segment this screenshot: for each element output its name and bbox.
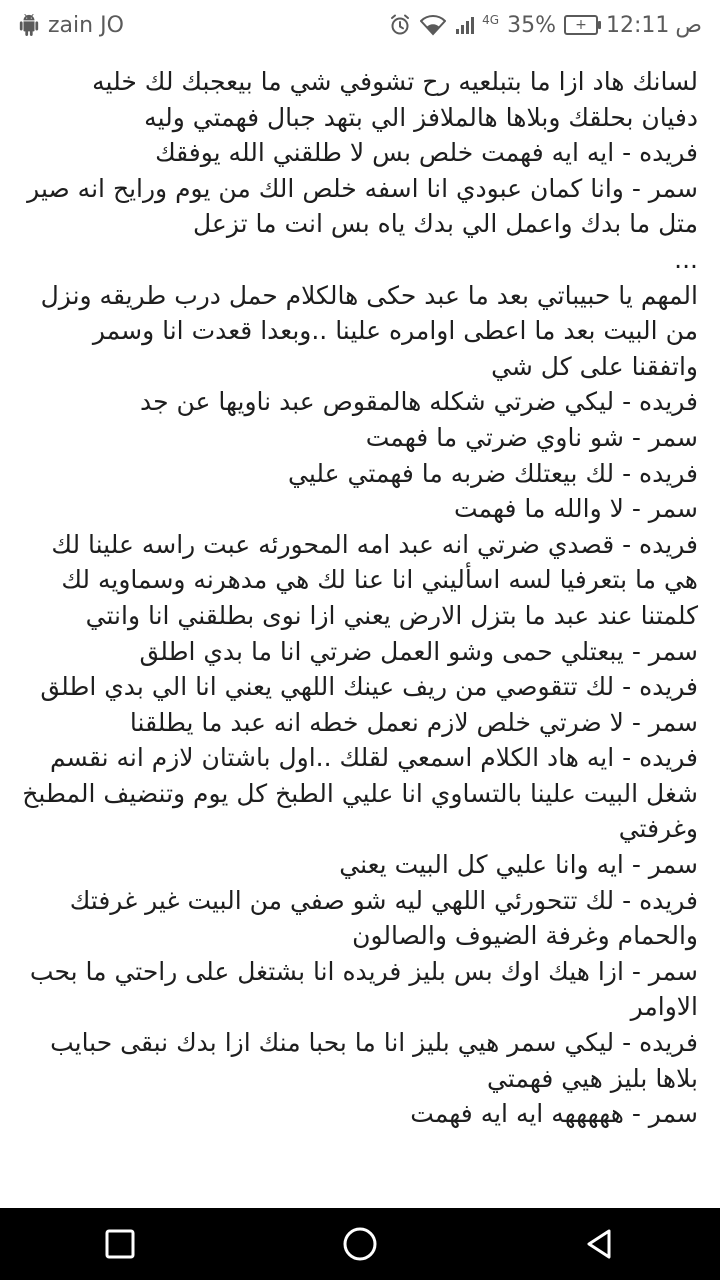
wifi-icon [420,14,446,36]
battery-charging-icon: + [564,15,598,35]
clock-time: 12:11 [605,12,670,38]
android-icon [18,14,40,36]
chat-line: ... [674,244,698,274]
chat-line: فريده - لك تتقوصي من ريف عينك اللهي يعني انا الي بدي اطلق [40,672,698,702]
chat-line: لسانك هاد ازا ما بتبلعيه رح تشوفي شي ما بيعجبك لك خليه [92,67,698,96]
chat-line: فريده - لك تتحورئي اللهي ليه شو صفي من البيت غير غرفتك والحمام وغرفة الضيوف والصالون [69,885,698,951]
status-left-group [18,0,40,50]
square-icon [104,1228,136,1260]
chat-line: سمر - ازا هيك اوك بس بليز فريده انا بشتغل على راحتي ما بحب الاوامر [29,956,698,1022]
status-bar [0,0,720,50]
alarm-icon [388,13,412,37]
chat-line: فريده - ليكي سمر هيي بليز انا ما بحبا منك ازا بدك نبقى حبايب بلاها بليز هيي فهمتي [50,1028,698,1093]
chat-line: فريده - قصدي ضرتي انه عبد امه المحورئه عبت راسه علينا لك هي ما بتعرفيا لسه اسأليني انا عنا لك هي مدهرنه وسماويه لك كلمتنا عند عبد ما بتزل الارض يعني ازا نوى بطلقني انا وانتي [51,529,698,630]
chat-line: المهم يا حبيباتي بعد ما عبد حكى هالكلام حمل درب طريقه ونزل من البيت بعد ما اعطى اوامره علينا ..وبعدا قعدت انا وسمر واتفقنا على كل شي [40,280,698,381]
chat-line: دفيان بحلقك وبلاها هالملافز الي بتهد جبال فهمتي وليه [144,102,698,132]
clock [606,13,702,38]
carrier-name: zain JO [48,12,124,38]
chat-line: سمر - لا ضرتي خلص لازم نعمل خطه انه عبد ما يطلقنا [129,707,698,737]
chat-line: سمر - هههههه ايه ايه فهمت [410,1099,698,1129]
chat-line: فريده - ايه هاد الكلام اسمعي لقلك ..اول باشتان لازم انه نقسم شغل البيت علينا بالتساوي انا عليي الطبخ كل يوم وتنضيف المطبخ وغرفتي [22,743,698,844]
chat-line: فريده - لك بيعتلك ضربه ما فهمتي عليي [288,458,698,488]
battery-percent: 35% [507,12,556,38]
recents-button[interactable] [80,1208,160,1280]
home-button[interactable] [320,1208,400,1280]
chat-line: سمر - وانا كمان عبودي انا اسفه خلص الك من يوم ورايح انه صير متل ما بدك واعمل الي بدك ياه بس انت ما تزعل [27,173,698,239]
chat-line: سمر - ايه وانا عليي كل البيت يعني [339,850,698,880]
signal-icon [454,14,480,36]
status-right-group [388,0,702,50]
chat-text-block [0,64,720,1132]
chat-line: سمر - شو ناوي ضرتي ما فهمت [365,422,698,452]
clock-ampm: ص [675,12,702,38]
chat-line: سمر - لا والله ما فهمت [453,494,698,524]
chat-line: سمر - يبعتلي حمى وشو العمل ضرتي انا ما بدي اطلق [139,636,698,666]
chat-line: فريده - ايه ايه فهمت خلص بس لا طلقني الله يوفقك [155,138,698,168]
network-type: 4G [482,13,500,27]
navigation-bar [0,1208,720,1280]
chat-content[interactable] [0,22,720,1208]
chat-line: فريده - ليكي ضرتي شكله هالمقوص عبد ناويها عن جد [139,387,698,417]
triangle-back-icon [584,1228,616,1260]
back-button[interactable] [560,1208,640,1280]
circle-icon [342,1226,378,1262]
